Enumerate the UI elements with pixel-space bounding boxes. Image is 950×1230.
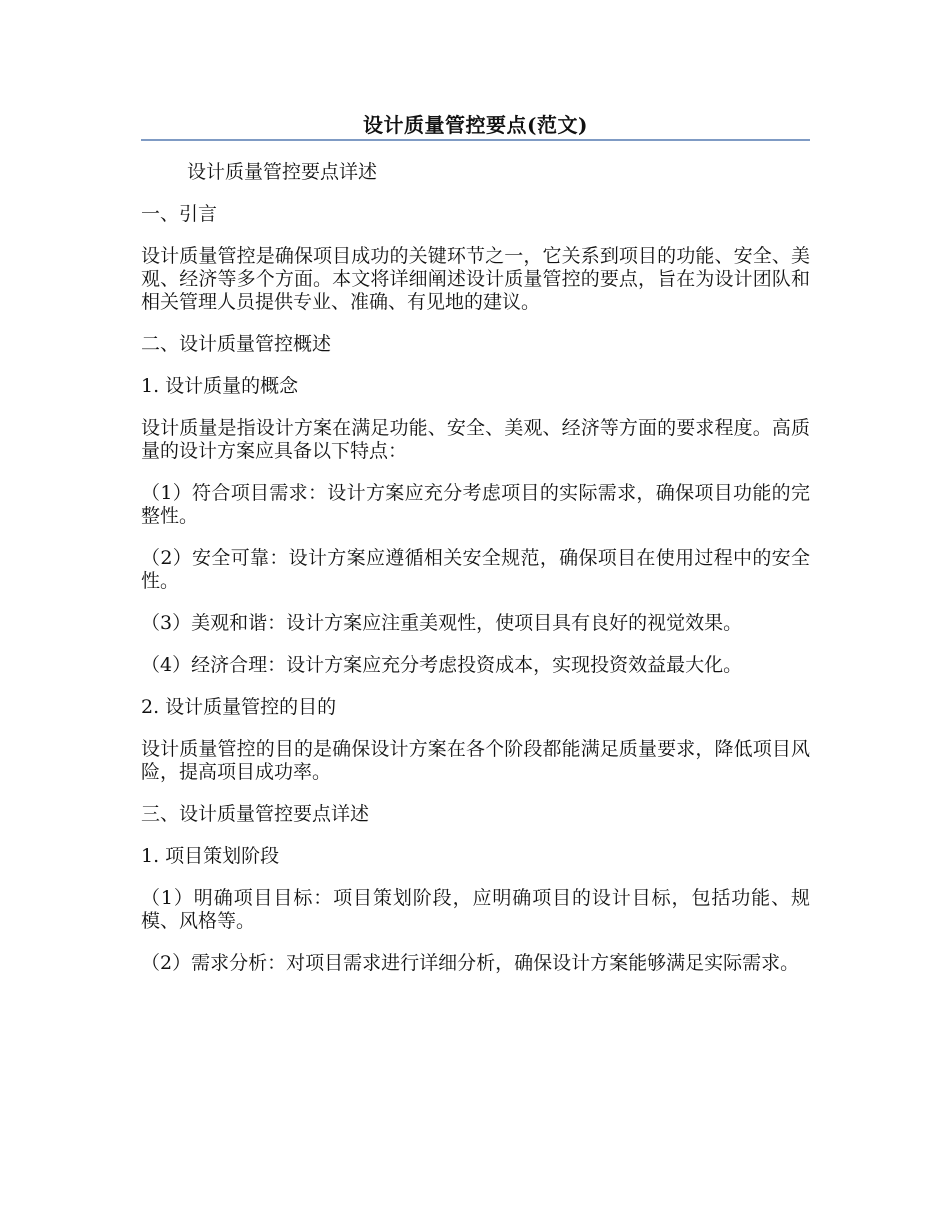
section-heading-introduction: 一、引言 xyxy=(141,203,218,225)
document-title: 设计质量管控要点(范文) xyxy=(363,113,588,137)
subsection-heading: 2. 设计质量管控的目的 xyxy=(141,696,337,718)
list-item: （3）美观和谐：设计方案应注重美观性，使项目具有良好的视觉效果。 xyxy=(141,612,743,634)
body-paragraph: 设计质量管控是确保项目成功的关键环节之一，它关系到项目的功能、安全、美观、经济等多个方面。本文将详细阐述设计质量管控的要点，旨在为设计团队和相关管理人员提供专业、准确、有见地的建议。 xyxy=(141,245,810,313)
list-item: （2）需求分析：对项目需求进行详细分析，确保设计方案能够满足实际需求。 xyxy=(141,952,800,974)
list-item: （1）明确项目目标：项目策划阶段，应明确项目的设计目标，包括功能、规模、风格等。 xyxy=(141,887,810,932)
body-paragraph: 设计质量是指设计方案在满足功能、安全、美观、经济等方面的要求程度。高质量的设计方案应具备以下特点： xyxy=(141,417,810,462)
list-item: （1）符合项目需求：设计方案应充分考虑项目的实际需求，确保项目功能的完整性。 xyxy=(141,482,810,527)
section-heading-details: 三、设计质量管控要点详述 xyxy=(141,803,370,825)
list-item: （4）经济合理：设计方案应充分考虑投资成本，实现投资效益最大化。 xyxy=(141,654,743,676)
subsection-heading: 1. 设计质量的概念 xyxy=(141,375,299,397)
title-underline xyxy=(141,139,810,141)
subtitle-paragraph: 设计质量管控要点详述 xyxy=(187,161,378,183)
list-item: （2）安全可靠：设计方案应遵循相关安全规范，确保项目在使用过程中的安全性。 xyxy=(141,547,810,592)
body-paragraph: 设计质量管控的目的是确保设计方案在各个阶段都能满足质量要求，降低项目风险，提高项目成功率。 xyxy=(141,738,810,783)
subsection-heading: 1. 项目策划阶段 xyxy=(141,845,280,867)
section-heading-overview: 二、设计质量管控概述 xyxy=(141,333,332,355)
document-body xyxy=(141,161,810,994)
